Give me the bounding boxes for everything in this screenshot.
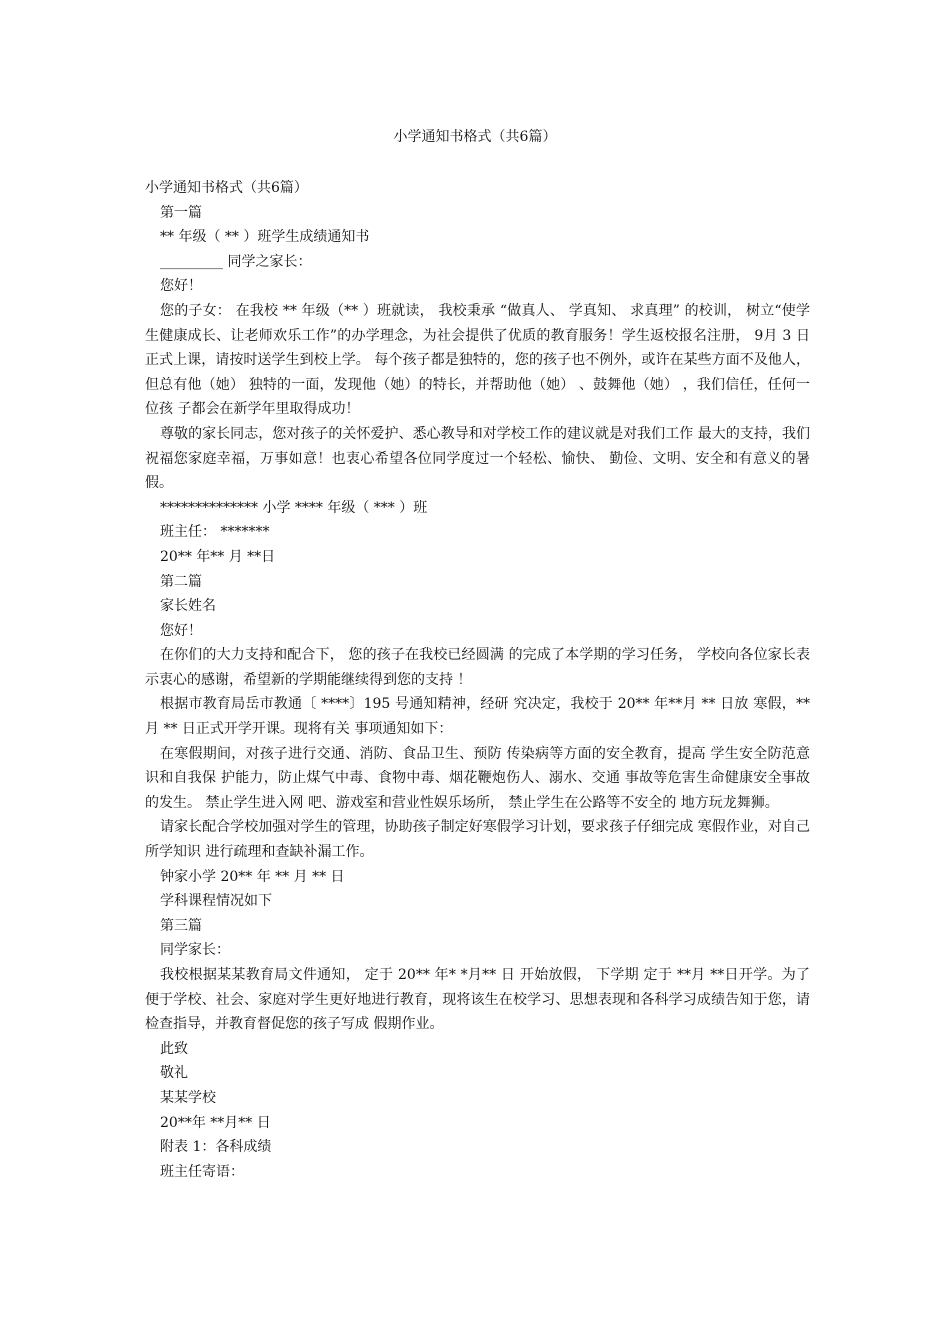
paragraph: 此致 bbox=[160, 1040, 188, 1057]
paragraph: 第三篇 bbox=[160, 917, 202, 934]
paragraph: 您好！ bbox=[160, 278, 202, 295]
paragraph: 尊敬的家长同志，您对孩子的关怀爱护、悉心教导和对学校工作的建议就是对我们工作 最大的支持，我们祝福您家庭幸福，万事如意！也衷心希望各位同学度过一个轻松、愉快、 勤俭、文明、安全和有意义的暑假。 bbox=[145, 425, 810, 492]
paragraph: 在你们的大力支持和配合下， 您的孩子在我校已经圆满 的完成了本学期的学习任务， 学校向各位家长表示衷心的感谢，希望新的学期能继续得到您的支持 ！ bbox=[145, 647, 810, 688]
paragraph: 钟家小学 20** 年 ** 月 ** 日 bbox=[160, 868, 345, 885]
paragraph: 20**年 **月** 日 bbox=[160, 1114, 271, 1131]
paragraph: 班主任寄语： bbox=[160, 1163, 244, 1180]
paragraph: 我校根据某某教育局文件通知， 定于 20** 年* *月** 日 开始放假， 下学期 定于 **月 **日开学。为了便于学校、社会、家庭对学生更好地进行教育，现将该生在校学习、思想表现和各科学习成绩告知于您，请检查指导，并教育督促您的孩子写成 假期作业。 bbox=[145, 967, 810, 1033]
paragraph: 同学家长： bbox=[160, 942, 230, 959]
paragraph: 根据市教育局岳市教通〔 ****〕195 号通知精神，经研 究决定，我校于 20** 年**月 ** 日放 寒假，** 月 ** 日正式开学开课。现将有关 事项通知如下： bbox=[145, 696, 810, 738]
paragraph: ************** 小学 **** 年级（ *** ）班 bbox=[160, 499, 428, 516]
paragraph: 班主任： ******* bbox=[160, 524, 270, 541]
paragraph: 家长姓名 bbox=[160, 598, 216, 615]
paragraph: 第二篇 bbox=[160, 573, 202, 590]
paragraph: 20** 年** 月 **日 bbox=[160, 548, 276, 565]
paragraph: 请家长配合学校加强对学生的管理，协助孩子制定好寒假学习计划，要求孩子仔细完成 寒假作业，对自己所学知识 进行疏理和查缺补漏工作。 bbox=[145, 819, 810, 861]
paragraph: 附表 1：各科成绩 bbox=[160, 1139, 272, 1156]
paragraph: 小学通知书格式（共6篇） bbox=[145, 180, 308, 196]
document-body bbox=[145, 176, 810, 1184]
paragraph: _________ 同学之家长： bbox=[160, 253, 312, 270]
paragraph: ** 年级（ ** ）班学生成绩通知书 bbox=[160, 229, 370, 246]
paragraph: 您的子女： 在我校 ** 年级（** ）班就读， 我校秉承 “做真人、 学真知、 求真理” 的校训， 树立“使学生健康成长、让老师欢乐工作”的办学理念，为社会提供了优质的教育服务！学生返校报名注册， 9月 3 日正式上课，请按时送学生到校上学。 每个孩子都是独特的，您的孩子也不例外，或许在某些方面不及他人，但总有他（她） 独特的一面，发现他（她）的特长，并帮助他（她） 、鼓舞他（她） ，我们信任，任何一位孩 子都会在新学年里取得成功！ bbox=[145, 302, 810, 418]
paragraph: 某某学校 bbox=[160, 1089, 216, 1106]
paragraph: 在寒假期间，对孩子进行交通、消防、食品卫生、预防 传染病等方面的安全教育，提高 学生安全防范意识和自我保 护能力，防止煤气中毒、食物中毒、烟花鞭炮伤人、溺水、交通 事故等危害生命健康安全事故的发生。 禁止学生进入网 吧、游戏室和营业性娱乐场所， 禁止学生在公路等不安全的 地方玩龙舞狮。 bbox=[145, 745, 810, 811]
paragraph: 第一篇 bbox=[160, 204, 202, 221]
document-title: 小学通知书格式（共6篇） bbox=[393, 129, 557, 145]
paragraph: 敬礼 bbox=[160, 1065, 188, 1082]
paragraph: 学科课程情况如下 bbox=[160, 893, 272, 910]
paragraph: 您好！ bbox=[160, 622, 202, 639]
